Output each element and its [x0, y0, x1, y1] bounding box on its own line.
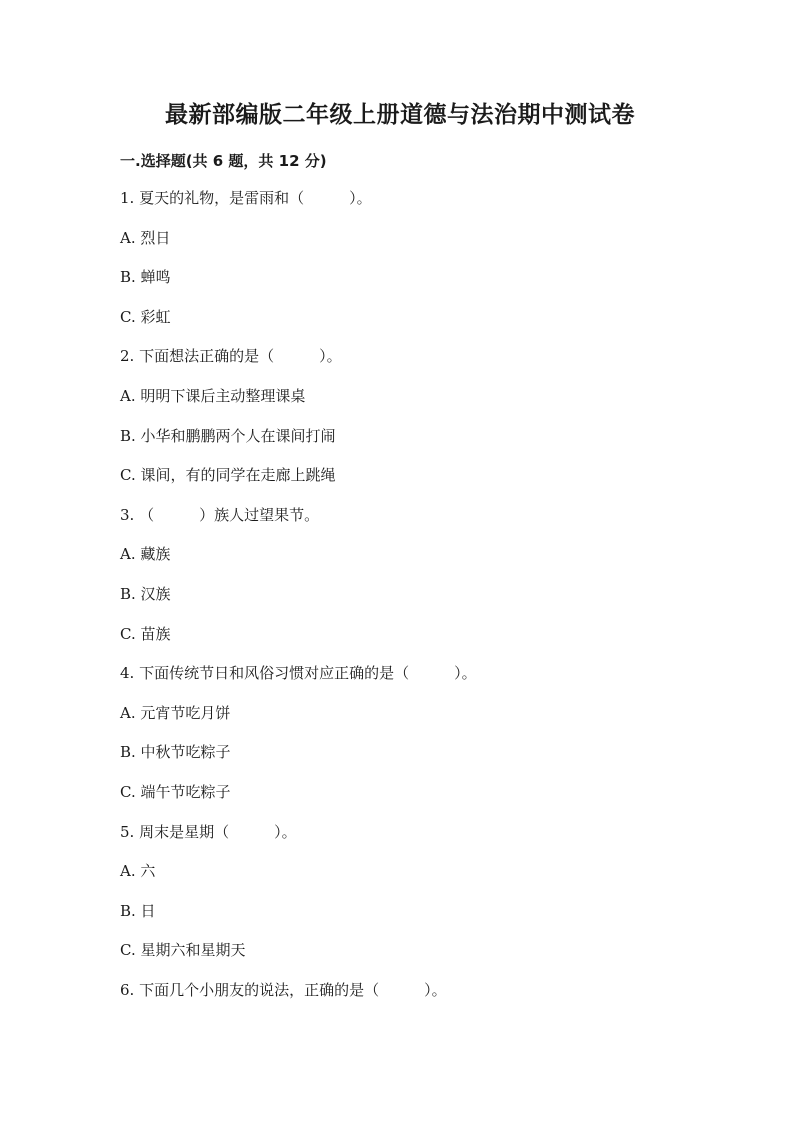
answer-option: B. 汉族 [120, 584, 171, 603]
question-stem: 2. 下面想法正确的是（ ）。 [120, 347, 342, 366]
answer-option: A. 藏族 [120, 545, 171, 564]
question-list [120, 188, 720, 1019]
answer-option: C. 星期六和星期天 [120, 941, 246, 960]
answer-option: B. 小华和鹏鹏两个人在课间打闹 [120, 426, 336, 445]
question-stem: 3. （ ）族人过望果节。 [120, 505, 320, 524]
question-stem: 1. 夏天的礼物，是雷雨和（ ）。 [120, 189, 372, 207]
question-stem: 6. 下面几个小朋友的说法，正确的是（ ）。 [120, 980, 447, 999]
question-stem: 5. 周末是星期（ ）。 [120, 822, 297, 841]
answer-option: B. 中秋节吃粽子 [120, 743, 231, 762]
answer-option: A. 六 [120, 862, 156, 881]
page-title: 最新部编版二年级上册道德与法治期中测试卷 [165, 102, 635, 128]
question-stem: 4. 下面传统节日和风俗习惯对应正确的是（ ）。 [120, 664, 477, 683]
answer-option: B. 蝉鸣 [120, 268, 171, 287]
answer-option: A. 明明下课后主动整理课桌 [120, 386, 306, 405]
answer-option: C. 端午节吃粽子 [120, 782, 231, 801]
answer-option: A. 烈日 [120, 228, 171, 247]
answer-option: C. 课间，有的同学在走廊上跳绳 [120, 466, 336, 485]
answer-option: B. 日 [120, 901, 156, 920]
section-heading: 一.选择题(共 6 题，共 12 分) [120, 152, 327, 170]
answer-option: C. 彩虹 [120, 307, 171, 326]
answer-option: A. 元宵节吃月饼 [120, 703, 231, 722]
answer-option: C. 苗族 [120, 624, 171, 643]
